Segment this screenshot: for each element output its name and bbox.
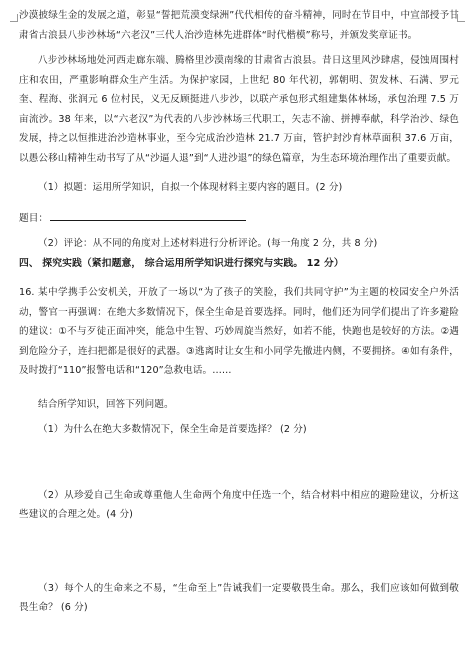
question-16-prompt: 结合所学知识，回答下列问题。 (38, 398, 174, 410)
title-answer-blank[interactable] (50, 208, 246, 221)
section-4-heading: 四、 探究实践（紧扣题意， 综合运用所学知识进行探究与实践。 12 分） (19, 257, 344, 269)
document-body (19, 6, 459, 618)
title-blank-label: 题目： (19, 212, 49, 224)
question-1: （1）拟题：运用所学知识，自拟一个体现材料主要内容的题目。(2 分) (38, 182, 343, 193)
question-16-part-1: （1）为什么在绝大多数情况下，保全生命是首要选择？ (2 分) (38, 424, 307, 435)
question-16-part-3: （3）每个人的生命来之不易，“生命至上”告诫我们一定要敬畏生命。那么，我们应该如何做到敬畏生命？ (6 分) (19, 582, 459, 613)
paragraph-intro-tail: 沙漠披绿生金的发展之道，彰显“誓把荒漠变绿洲”代代相传的奋斗精神，同时在节目中，中宣部授予甘肃省古浪县八步沙林场“六老汉”三代人治沙造林先进群体“时代楷模”称号，并颁发奖章证书。 (19, 10, 459, 41)
question-1-answer-line (19, 208, 459, 229)
question-16-material: 16. 某中学携手公安机关，开放了一场以“为了孩子的笑脸，我们共同守护”为主题的校园安全户外活动，警官一再强调：在绝大多数情况下，保全生命是首要选择。同时，他们还为同学们提出了许多避险的建议：①不与歹徒正面冲突，能急中生智、巧妙周旋当然好，如若不能，快跑也是较好的方法。②遇到危险分子，连扫把都是很好的武器。③逃离时让女生和小同学先撤进内侧，不要拥挤。④如有条件，及时拨打“110”报警电话和“120”急救电话。…… (19, 287, 459, 376)
question-2: （2）评论：从不同的角度对上述材料进行分析评论。(每一角度 2 分，共 8 分) (38, 238, 378, 249)
paragraph-material-story: 八步沙林场地处河西走廊东端、腾格里沙漠南缘的甘肃省古浪县。昔日这里风沙肆虐，侵蚀周围村庄和农田，严重影响群众生产生活。为保护家园，上世纪 80 年代初，郭朝明、贺发林、石满、罗元奎、程海、张润元 6 位村民，义无反顾挺进八步沙，以联产承包形式组建集体林场，承包治理 7.5 万亩流沙。38 年来，以“六老汉”为代表的八步沙林场三代职工，矢志不渝、拼搏奉献，科学治沙、绿色发展，持之以恒推进治沙造林事业，至今完成治沙造林 21.7 万亩，管护封沙育林草面积 37.6 万亩，以愚公移山精神生动书写了从“沙逼人退”到“人进沙退”的绿色篇章，为生态环境治理作出了重要贡献。 (19, 55, 459, 164)
question-16-part-2: （2）从珍爱自己生命或尊重他人生命两个角度中任选一个，结合材料中相应的避险建议，分析这些建议的合理之处。(4 分) (19, 489, 459, 520)
page-corner-mark-top-left (10, 14, 18, 22)
